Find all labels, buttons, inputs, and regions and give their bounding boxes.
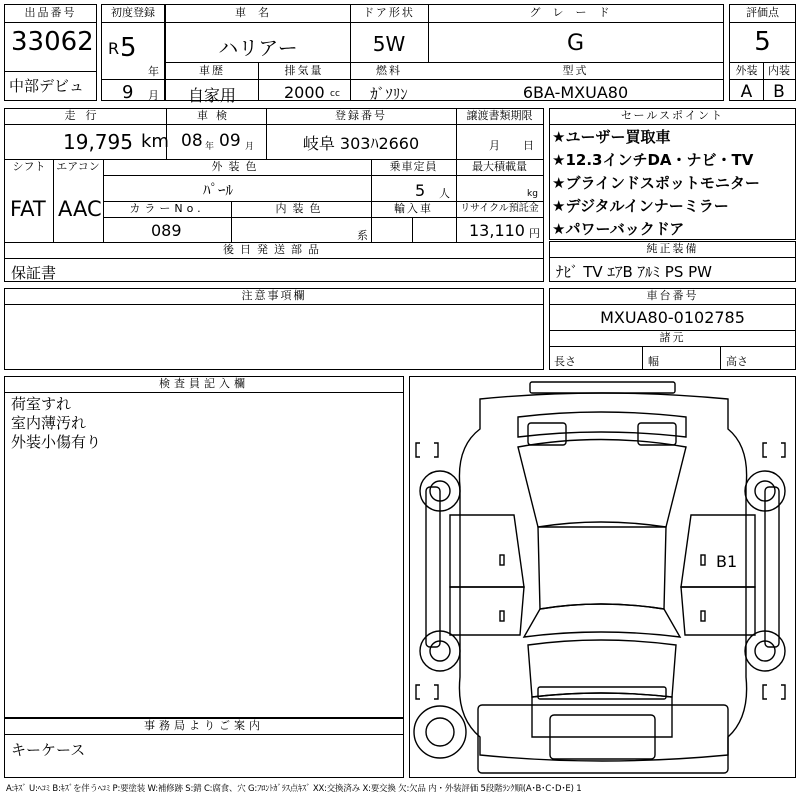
- model-name: ハリアー: [218, 36, 298, 60]
- year-unit: 年: [148, 65, 159, 78]
- inspector-note: 室内薄汚れ: [11, 414, 87, 432]
- debut-label: 中部デビュ: [9, 77, 85, 95]
- inspector-label: 検査員記入欄: [159, 377, 249, 390]
- type-label: 型式: [562, 64, 589, 77]
- sales-points-label: セールスポイント: [620, 109, 724, 122]
- exterior-color: ﾊﾟｰﾙ: [202, 181, 233, 199]
- inspector-note: 荷室すれ: [11, 395, 72, 413]
- office-label: 事務局よりご案内: [144, 719, 264, 732]
- ac-label: エアコン: [56, 160, 100, 173]
- transfer-day-unit: 日: [523, 139, 534, 152]
- interior-color-label: 内装色: [275, 202, 327, 215]
- capacity: 5: [415, 181, 426, 200]
- import-label: 輸入車: [394, 202, 433, 215]
- shift-label: シフト: [12, 160, 46, 173]
- lot-box: [4, 4, 97, 101]
- sales-point: ★12.3インチDA・ナビ・TV: [552, 151, 754, 169]
- equipment-value: ﾅﾋﾞ TV ｴｱB ｱﾙﾐ PS PW: [556, 263, 712, 281]
- first-reg-label: 初度登録: [111, 6, 155, 19]
- legend-footer: A:ｷｽﾞ U:ﾍｺﾐ B:ｷｽﾞを伴うﾍｺﾐ P:要塗装 W:補修跡 S:錆 C:腐食、穴 G:ﾌﾛﾝﾄｶﾞﾗｽ点ｷｽﾞ XX:交換済み X:要交換 欠:欠品 内・外装評価 5段階ﾗﾝｸ順(A･B･C･D･E) 1: [6, 784, 582, 794]
- notes-box: [4, 288, 544, 370]
- later-parts-label: 後日発送部品: [223, 243, 325, 256]
- chassis-box: [549, 288, 796, 370]
- inspector-box: [4, 376, 404, 718]
- car-diagram: [409, 376, 796, 778]
- load-unit: kg: [527, 189, 538, 199]
- sales-point: ★デジタルインナーミラー: [552, 197, 729, 215]
- chassis-label: 車台番号: [646, 289, 699, 302]
- mileage-unit: km: [141, 131, 169, 152]
- mileage: 19,795: [63, 130, 133, 154]
- fuel: ｶﾞｿﾘﾝ: [370, 85, 408, 103]
- inspection-year-unit: 年: [205, 142, 215, 152]
- grade-label: グレード: [529, 6, 622, 19]
- door-type: 5W: [372, 32, 406, 56]
- vehicle-detail-box: [4, 108, 544, 282]
- recycle: 13,110: [469, 221, 525, 240]
- mileage-label: 走行: [64, 109, 107, 122]
- main-spec-box: [165, 4, 724, 105]
- lot-label: 出品番号: [24, 6, 77, 19]
- int-grade: B: [773, 82, 785, 102]
- sales-point: ★パワーバックドア: [552, 220, 685, 238]
- model-type: 6BA-MXUA80: [522, 83, 629, 102]
- later-parts: 保証書: [11, 264, 57, 282]
- first-registration-box: [101, 4, 165, 101]
- history-label: 車歴: [199, 64, 225, 77]
- reg-year: 5: [120, 33, 137, 63]
- width-label: 幅: [648, 355, 659, 368]
- chassis-number: MXUA80-0102785: [600, 308, 745, 327]
- inspector-note: 外装小傷有り: [11, 433, 102, 451]
- car-outline-drawing: [410, 377, 795, 777]
- ext-grade: A: [740, 82, 753, 102]
- month-unit: 月: [148, 89, 159, 102]
- ext-label: 外装: [735, 64, 758, 77]
- capacity-label: 乗車定員: [389, 160, 438, 173]
- transfer-label: 譲渡書類期限: [466, 109, 533, 122]
- displacement-unit: cc: [330, 89, 340, 99]
- recycle-unit: 円: [529, 227, 540, 240]
- score-box: [729, 4, 796, 101]
- score-label: 評価点: [746, 6, 779, 19]
- era: R: [108, 39, 120, 58]
- interior-suffix: 系: [357, 229, 368, 242]
- capacity-unit: 人: [439, 187, 450, 200]
- score: 5: [754, 27, 771, 57]
- equipment-label: 純正装備: [646, 242, 699, 255]
- reg-number-label: 登録番号: [335, 109, 387, 122]
- fuel-label: 燃料: [376, 64, 402, 77]
- inspection-year: 08: [181, 131, 203, 151]
- recycle-label: リサイクル預託金: [460, 203, 539, 214]
- reg-month: 9: [122, 82, 134, 103]
- length-label: 長さ: [554, 355, 576, 368]
- sales-points-box: [549, 108, 796, 240]
- sales-point: ★ユーザー買取車: [552, 128, 671, 146]
- height-label: 高さ: [726, 355, 748, 368]
- shift: FAT: [10, 197, 46, 221]
- inspection-label: 車検: [197, 109, 235, 122]
- door-label: ドア形状: [363, 6, 415, 19]
- damage-mark: B1: [716, 552, 738, 571]
- transfer-month-unit: 月: [489, 139, 500, 152]
- displacement: 2000: [284, 83, 325, 102]
- notes-label: 注意事項欄: [241, 289, 307, 302]
- sales-point: ★ブラインドスポットモニター: [552, 174, 760, 192]
- history: 自家用: [187, 86, 236, 105]
- office-note: キーケース: [11, 741, 86, 759]
- inspection-month: 09: [219, 131, 241, 151]
- office-box: [4, 718, 404, 778]
- exterior-color-label: 外装色: [211, 160, 263, 173]
- model-name-label: 車名: [235, 6, 281, 19]
- int-label: 内装: [768, 64, 790, 77]
- grade: G: [566, 31, 585, 56]
- reg-number: 岐阜 303ﾊ2660: [302, 134, 420, 153]
- displacement-label: 排気量: [284, 64, 324, 77]
- color-no: 089: [151, 221, 182, 240]
- color-no-label: カラーNo.: [129, 202, 205, 215]
- load-label: 最大積載量: [472, 160, 527, 173]
- lot-number: 33062: [11, 27, 94, 57]
- ac: AAC: [58, 197, 102, 221]
- spec-label: 諸元: [659, 331, 686, 344]
- inspection-month-unit: 月: [245, 142, 255, 152]
- equipment-box: [549, 241, 796, 282]
